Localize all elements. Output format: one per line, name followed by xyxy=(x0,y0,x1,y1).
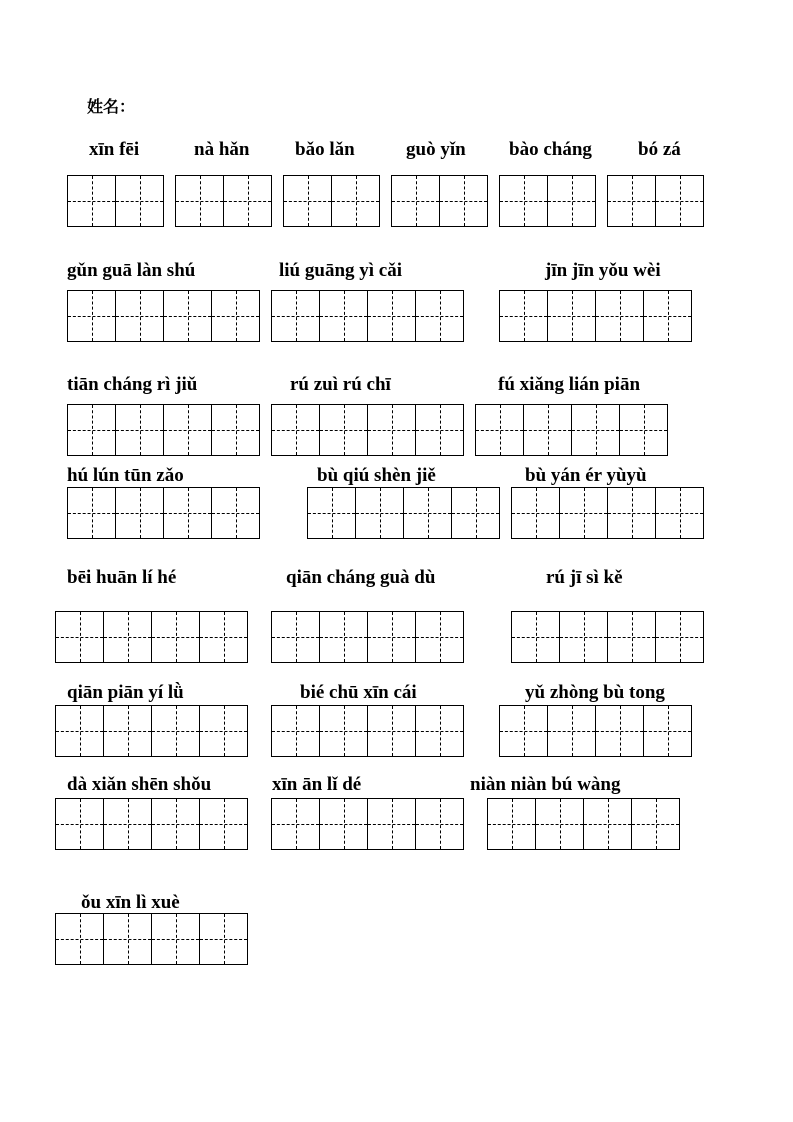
writing-cell[interactable] xyxy=(56,799,103,849)
writing-grid[interactable] xyxy=(499,705,692,757)
writing-cell[interactable] xyxy=(559,488,607,538)
writing-grid[interactable] xyxy=(67,175,164,227)
writing-cell[interactable] xyxy=(319,612,367,662)
writing-cell[interactable] xyxy=(559,612,607,662)
pinyin-label: qiān cháng guà dù xyxy=(286,567,436,588)
writing-cell[interactable] xyxy=(272,405,319,455)
writing-cell[interactable] xyxy=(415,706,463,756)
writing-grid[interactable] xyxy=(271,798,464,850)
writing-cell[interactable] xyxy=(211,488,259,538)
pinyin-label: bié chū xīn cái xyxy=(300,682,417,703)
writing-cell[interactable] xyxy=(367,612,415,662)
writing-cell[interactable] xyxy=(319,799,367,849)
writing-cell[interactable] xyxy=(115,405,163,455)
pinyin-label: hú lún tūn zǎo xyxy=(67,465,184,486)
writing-grid[interactable] xyxy=(475,404,668,456)
writing-cell[interactable] xyxy=(500,706,547,756)
pinyin-label: fú xiǎng lián piān xyxy=(498,374,641,395)
writing-grid[interactable] xyxy=(271,705,464,757)
writing-cell[interactable] xyxy=(151,914,199,964)
writing-cell[interactable] xyxy=(608,176,655,226)
writing-cell[interactable] xyxy=(115,488,163,538)
writing-cell[interactable] xyxy=(415,799,463,849)
writing-cell[interactable] xyxy=(331,176,379,226)
writing-cell[interactable] xyxy=(547,176,595,226)
writing-cell[interactable] xyxy=(211,291,259,341)
writing-grid[interactable] xyxy=(271,404,464,456)
pinyin-label: qiān piān yí lǜ xyxy=(67,682,184,703)
writing-cell[interactable] xyxy=(176,176,223,226)
writing-grid[interactable] xyxy=(67,404,260,456)
writing-cell[interactable] xyxy=(403,488,451,538)
pinyin-label: bǎo lǎn xyxy=(295,139,355,160)
writing-cell[interactable] xyxy=(415,405,463,455)
writing-cell[interactable] xyxy=(56,706,103,756)
writing-grid[interactable] xyxy=(607,175,704,227)
writing-cell[interactable] xyxy=(512,612,559,662)
pinyin-label: gǔn guā làn shú xyxy=(67,260,196,281)
writing-grid[interactable] xyxy=(499,175,596,227)
writing-cell[interactable] xyxy=(68,405,115,455)
writing-cell[interactable] xyxy=(319,291,367,341)
writing-grid[interactable] xyxy=(55,611,248,663)
pinyin-label: bù qiú shèn jiě xyxy=(317,465,436,486)
writing-grid[interactable] xyxy=(55,798,248,850)
writing-cell[interactable] xyxy=(523,405,571,455)
writing-cell[interactable] xyxy=(500,176,547,226)
writing-cell[interactable] xyxy=(355,488,403,538)
writing-cell[interactable] xyxy=(500,291,547,341)
writing-cell[interactable] xyxy=(103,799,151,849)
writing-cell[interactable] xyxy=(415,291,463,341)
writing-cell[interactable] xyxy=(68,291,115,341)
writing-cell[interactable] xyxy=(56,612,103,662)
writing-cell[interactable] xyxy=(571,405,619,455)
writing-cell[interactable] xyxy=(631,799,679,849)
pinyin-label: yǔ zhòng bù tong xyxy=(525,682,665,703)
writing-cell[interactable] xyxy=(547,291,595,341)
writing-cell[interactable] xyxy=(367,405,415,455)
writing-grid[interactable] xyxy=(55,705,248,757)
writing-cell[interactable] xyxy=(199,706,247,756)
writing-grid[interactable] xyxy=(271,611,464,663)
pinyin-label: bēi huān lí hé xyxy=(67,567,177,588)
pinyin-label: rú jī sì kě xyxy=(546,567,623,588)
pinyin-label: liú guāng yì cǎi xyxy=(279,260,402,281)
writing-cell[interactable] xyxy=(439,176,487,226)
writing-cell[interactable] xyxy=(595,706,643,756)
writing-cell[interactable] xyxy=(115,291,163,341)
writing-cell[interactable] xyxy=(595,291,643,341)
writing-cell[interactable] xyxy=(451,488,499,538)
writing-cell[interactable] xyxy=(512,488,559,538)
writing-cell[interactable] xyxy=(272,706,319,756)
name-label: 姓名： xyxy=(87,97,136,116)
writing-cell[interactable] xyxy=(619,405,667,455)
writing-cell[interactable] xyxy=(392,176,439,226)
writing-cell[interactable] xyxy=(163,488,211,538)
pinyin-label: jīn jīn yǒu wèi xyxy=(545,260,661,281)
writing-cell[interactable] xyxy=(308,488,355,538)
writing-grid[interactable] xyxy=(499,290,692,342)
pinyin-label: niàn niàn bú wàng xyxy=(470,774,621,795)
writing-cell[interactable] xyxy=(163,291,211,341)
writing-cell[interactable] xyxy=(151,799,199,849)
writing-cell[interactable] xyxy=(367,799,415,849)
writing-cell[interactable] xyxy=(655,612,703,662)
writing-cell[interactable] xyxy=(655,176,703,226)
writing-cell[interactable] xyxy=(199,612,247,662)
pinyin-label: xīn fēi xyxy=(89,139,140,160)
writing-cell[interactable] xyxy=(103,706,151,756)
writing-grid[interactable] xyxy=(487,798,680,850)
writing-cell[interactable] xyxy=(476,405,523,455)
writing-cell[interactable] xyxy=(211,405,259,455)
writing-cell[interactable] xyxy=(199,799,247,849)
writing-cell[interactable] xyxy=(223,176,271,226)
writing-cell[interactable] xyxy=(547,706,595,756)
writing-grid[interactable] xyxy=(391,175,488,227)
writing-cell[interactable] xyxy=(319,405,367,455)
pinyin-label: dà xiǎn shēn shǒu xyxy=(67,774,212,795)
writing-cell[interactable] xyxy=(151,612,199,662)
writing-cell[interactable] xyxy=(284,176,331,226)
pinyin-label: ǒu xīn lì xuè xyxy=(81,892,180,913)
pinyin-label: xīn ān lǐ dé xyxy=(272,774,362,795)
writing-cell[interactable] xyxy=(367,291,415,341)
writing-grid[interactable] xyxy=(55,913,248,965)
writing-grid[interactable] xyxy=(511,611,704,663)
writing-cell[interactable] xyxy=(151,706,199,756)
writing-grid[interactable] xyxy=(175,175,272,227)
writing-cell[interactable] xyxy=(607,612,655,662)
writing-cell[interactable] xyxy=(56,914,103,964)
writing-cell[interactable] xyxy=(535,799,583,849)
pinyin-label: tiān cháng rì jiǔ xyxy=(67,374,198,395)
writing-cell[interactable] xyxy=(115,176,163,226)
writing-cell[interactable] xyxy=(103,914,151,964)
writing-grid[interactable] xyxy=(271,290,464,342)
writing-cell[interactable] xyxy=(103,612,151,662)
writing-cell[interactable] xyxy=(319,706,367,756)
writing-cell[interactable] xyxy=(68,176,115,226)
writing-cell[interactable] xyxy=(655,488,703,538)
writing-cell[interactable] xyxy=(199,914,247,964)
writing-cell[interactable] xyxy=(272,799,319,849)
writing-cell[interactable] xyxy=(367,706,415,756)
writing-grid[interactable] xyxy=(511,487,704,539)
pinyin-label: bù yán ér yùyù xyxy=(525,465,647,486)
pinyin-label: bào cháng xyxy=(509,139,592,160)
writing-cell[interactable] xyxy=(643,291,691,341)
writing-cell[interactable] xyxy=(68,488,115,538)
pinyin-label: nà hǎn xyxy=(194,139,250,160)
pinyin-label: bó zá xyxy=(638,139,681,160)
writing-grid[interactable] xyxy=(283,175,380,227)
writing-grid[interactable] xyxy=(67,290,260,342)
writing-cell[interactable] xyxy=(643,706,691,756)
pinyin-label: rú zuì rú chī xyxy=(290,374,391,395)
writing-cell[interactable] xyxy=(415,612,463,662)
writing-cell[interactable] xyxy=(272,612,319,662)
writing-cell[interactable] xyxy=(488,799,535,849)
writing-grid[interactable] xyxy=(307,487,500,539)
pinyin-label: guò yǐn xyxy=(406,139,466,160)
writing-cell[interactable] xyxy=(163,405,211,455)
writing-cell[interactable] xyxy=(583,799,631,849)
writing-grid[interactable] xyxy=(67,487,260,539)
writing-cell[interactable] xyxy=(272,291,319,341)
writing-cell[interactable] xyxy=(607,488,655,538)
